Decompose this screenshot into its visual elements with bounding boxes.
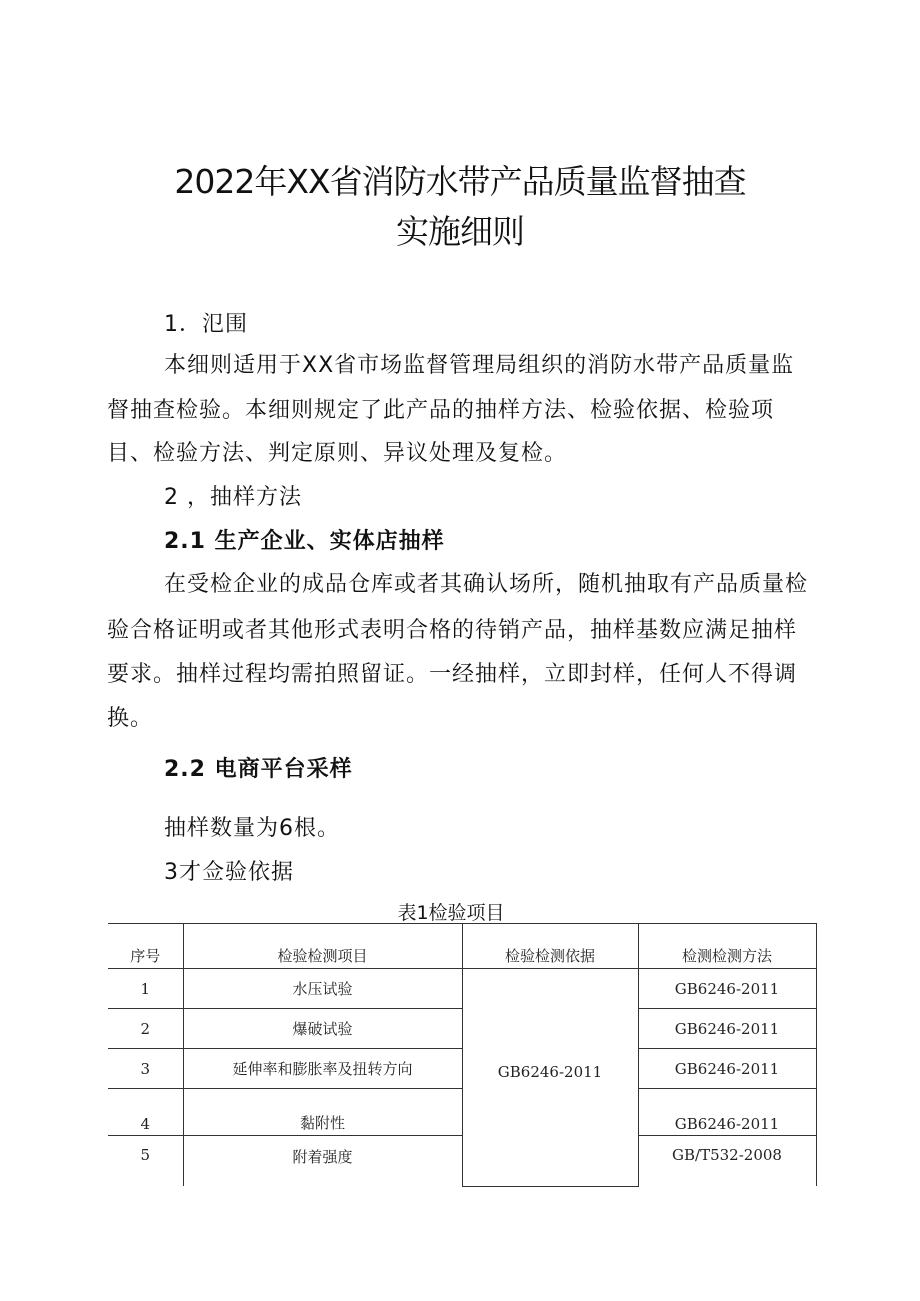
table-caption: 表1检验项目: [397, 902, 505, 924]
header-method: 检测检测方法: [638, 924, 816, 969]
row-item: 附着强度: [183, 1136, 462, 1187]
row-no: 3: [108, 1049, 183, 1089]
row-no: 2: [108, 1009, 183, 1049]
row-no: 4: [108, 1089, 183, 1136]
row-method: GB/T532-2008: [638, 1136, 816, 1187]
table-header-row: [108, 924, 816, 969]
section-1-para-line3: 目、检验方法、判定原则、异议处理及复检。: [107, 441, 568, 466]
section-2-2-para: 抽样数量为6根。: [164, 816, 340, 841]
table-row: [108, 969, 816, 1009]
section-1-para-line2: 督抽查检验。本细则规定了此产品的抽样方法、检验依据、检验项: [107, 398, 775, 423]
row-no: 5: [108, 1136, 183, 1187]
row-method: GB6246-2011: [638, 969, 816, 1009]
section-2-1-para-line2: 验合格证明或者其他形式表明合格的待销产品，抽样基数应满足抽样: [107, 618, 798, 643]
inspection-items-table: [108, 923, 817, 1187]
section-2-1-para-line4: 换。: [107, 706, 154, 731]
section-1-para-line1: 本细则适用于XX省市场监督管理局组织的消防水带产品质量监: [164, 353, 795, 378]
section-1-heading: 1．氾围: [164, 312, 248, 337]
section-3-heading: 3才佥验依据: [164, 860, 294, 885]
row-method: GB6246-2011: [638, 1089, 816, 1136]
row-item: 延伸率和膨胀率及扭转方向: [183, 1049, 462, 1089]
header-item: 检验检测项目: [183, 924, 462, 969]
row-method: GB6246-2011: [638, 1009, 816, 1049]
row-item: 黏附性: [183, 1089, 462, 1136]
row-item: 水压试验: [183, 969, 462, 1009]
row-item: 爆破试验: [183, 1009, 462, 1049]
merged-basis-cell: GB6246-2011: [462, 969, 638, 1187]
header-no: 序号: [108, 924, 183, 969]
section-2-1-para-line1: 在受检企业的成品仓库或者其确认场所，随机抽取有产品质量检: [164, 572, 809, 597]
document-title-line1: 2022年XX省消防水带产品质量监督抽查: [174, 162, 746, 201]
row-no: 1: [108, 969, 183, 1009]
section-2-1-para-line3: 要求。抽样过程均需拍照留证。一经抽样，立即封样，任何人不得调: [107, 662, 798, 687]
document-title-line2: 实施细则: [396, 212, 524, 251]
header-basis: 检验检测依据: [462, 924, 638, 969]
row-method: GB6246-2011: [638, 1049, 816, 1089]
section-2-2-heading: 2.2 电商平台采样: [164, 757, 353, 782]
section-2-heading: 2 ，抽样方法: [164, 485, 302, 510]
section-2-1-heading: 2.1 生产企业、实体店抽样: [164, 529, 445, 554]
